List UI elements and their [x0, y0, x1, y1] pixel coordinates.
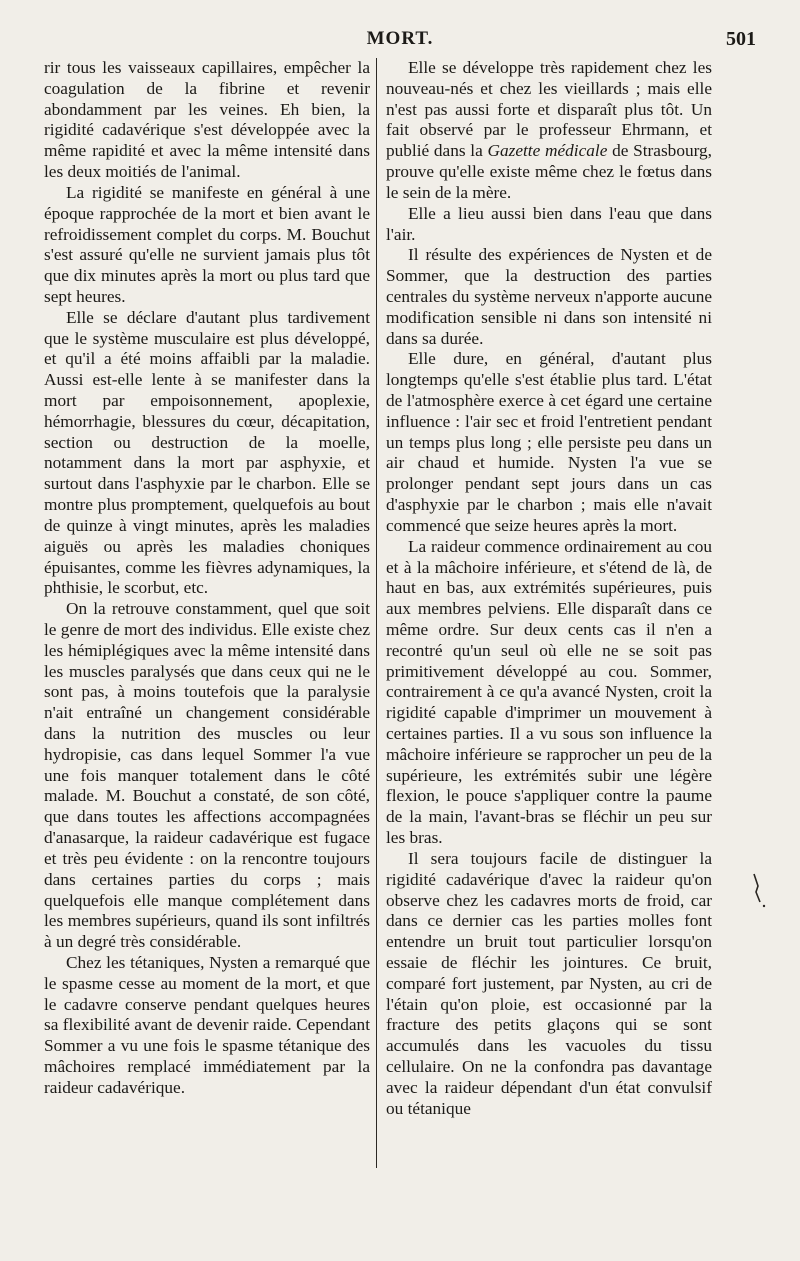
page-number: 501	[726, 28, 756, 50]
right-paragraph-6: Il sera toujours facile de distinguer la rigidité cadavérique d'avec la raideur qu'on observe chez les cadavres morts de froid, car dans ce dernier cas les parties molles font entendre un bruit tout particulier lorsqu'on essaie de fléchir les jointures. Ce bruit, comparé fort justement, par Nysten, au cri de l'étain qu'on ploie, est occasionné par la fracture des petits glaçons qui se sont accumulés dans les vacuoles du tissu cellulaire. On ne la confondra pas davantage avec la raideur dépendant d'un état convulsif ou tétanique	[386, 848, 712, 1118]
running-title: MORT.	[366, 28, 434, 49]
right-paragraph-1-start: Elle se développe très rapidement chez les nouveau-nés et chez les vieillards ; mais elle n'est pas aussi forte et disparaît plus tôt. Un fait observé par le professeur Ehrmann, et publié dans la	[386, 58, 712, 161]
right-paragraph-2: Elle a lieu aussi bien dans l'eau que dans l'air.	[386, 203, 712, 244]
left-paragraph-5: Chez les tétaniques, Nysten a remarqué que le spasme cesse au moment de la mort, et que le cadavre conserve pendant quelques heures sa flexibilité avant de devenir raide. Cependant Sommer a vu une fois le spasme tétanique des mâchoires remplacé immédiatement par la raideur cadavérique.	[44, 952, 370, 1097]
right-column	[386, 58, 712, 1119]
journal-title: Gazette médicale	[487, 141, 608, 161]
right-paragraph-1	[386, 58, 712, 204]
right-paragraph-1-end: de Strasbourg, prouve qu'elle existe même chez le fœtus dans le sein de la mère.	[386, 141, 713, 202]
left-paragraph-2: La rigidité se manifeste en général à une époque rapprochée de la mort et bien avant le refroidissement complet du corps. M. Bouchut s'est assuré qu'elle ne survient jamais plus tôt que dix minutes après la mort ou plus tard que sept heures.	[44, 182, 370, 306]
ink-blemish	[750, 872, 770, 912]
right-paragraph-4: Elle dure, en général, d'autant plus longtemps qu'elle s'est établie plus tard. L'état de l'atmosphère exerce à cet égard une certaine influence : l'air sec et froid l'entretient pendant un temps plus long ; elle persiste peu dans un air chaud et humide. Nysten l'a vue se prolonger pendant sept jours dans un cas d'asphyxie par le charbon ; mais elle n'avait commencé que seize heures après la mort.	[386, 349, 712, 535]
right-paragraph-5: La raideur commence ordinairement au cou et à la mâchoire inférieure, et s'étend de là, de haut en bas, aux extrémités supérieures, puis aux membres pelviens. Elle disparaît dans ce même ordre. Sur deux cents cas il n'en a recontré qu'un seul où elle ne se soit pas primitivement développé au cou. Sommer, contrairement à ce qu'a avancé Nysten, croit la rigidité capable d'imprimer un mouvement à certaines parties. Il a vu sous son influence la mâchoire inférieure se rapprocher un peu de la supérieure, les extrémités subir une légère flexion, le pouce s'appliquer contre la paume de la main, l'avant-bras se fléchir un peu sur les bras.	[386, 536, 712, 848]
left-paragraph-3: Elle se déclare d'autant plus tardivement que le système musculaire est plus développé, et qu'il a été moins affaibli par la maladie. Aussi est-elle lente à se manifester dans la mort par empoisonnement, apoplexie, hémorrhagie, blessures du cœur, décapitation, section ou destruction de la moelle, notamment dans la mort par asphyxie, et surtout dans l'asphyxie par le charbon. Elle se montre plus promptement, quelquefois au bout de quinze à vingt minutes, après les maladies aiguës ou après les maladies choniques épuisantes, comme les fièvres adynamiques, la phthisie, le scorbut, etc.	[44, 307, 370, 598]
left-paragraph-4: On la retrouve constamment, quel que soit le genre de mort des individus. Elle existe chez les hémiplégiques avec la même intensité dans les muscles paralysés que dans ceux qui ne le sont pas, à moins toutefois que la paralysie n'ait entraîné un changement considérable dans la nutrition des muscles ou leur hydropisie, cas dans lequel Sommer l'a vue une fois manquer totalement dans le côté malade. M. Bouchut a constaté, de son côté, que dans toutes les affections accompagnées d'anasarque, la raideur cadavérique est fugace et très peu évidente : on la rencontre toujours dans certaines parties du corps ; mais quelquefois elle manque complétement dans les membres supérieurs, quand ils sont infiltrés à un degré très considérable.	[44, 599, 370, 952]
left-paragraph-1: rir tous les vaisseaux capillaires, empêcher la coagulation de la fibrine et revenir abondamment par les veines. Eh bien, la rigidité cadavérique s'est développée avec la même rapidité et avec la même intensité dans les deux moitiés de l'animal.	[44, 58, 370, 182]
right-paragraph-3: Il résulte des expériences de Nysten et de Sommer, que la destruction des parties centrales du système nerveux n'apporte aucune modification sensible ni dans son intensité ni dans sa durée.	[386, 245, 712, 348]
column-divider	[376, 58, 377, 1168]
left-column	[44, 58, 370, 1099]
running-head	[0, 28, 800, 56]
